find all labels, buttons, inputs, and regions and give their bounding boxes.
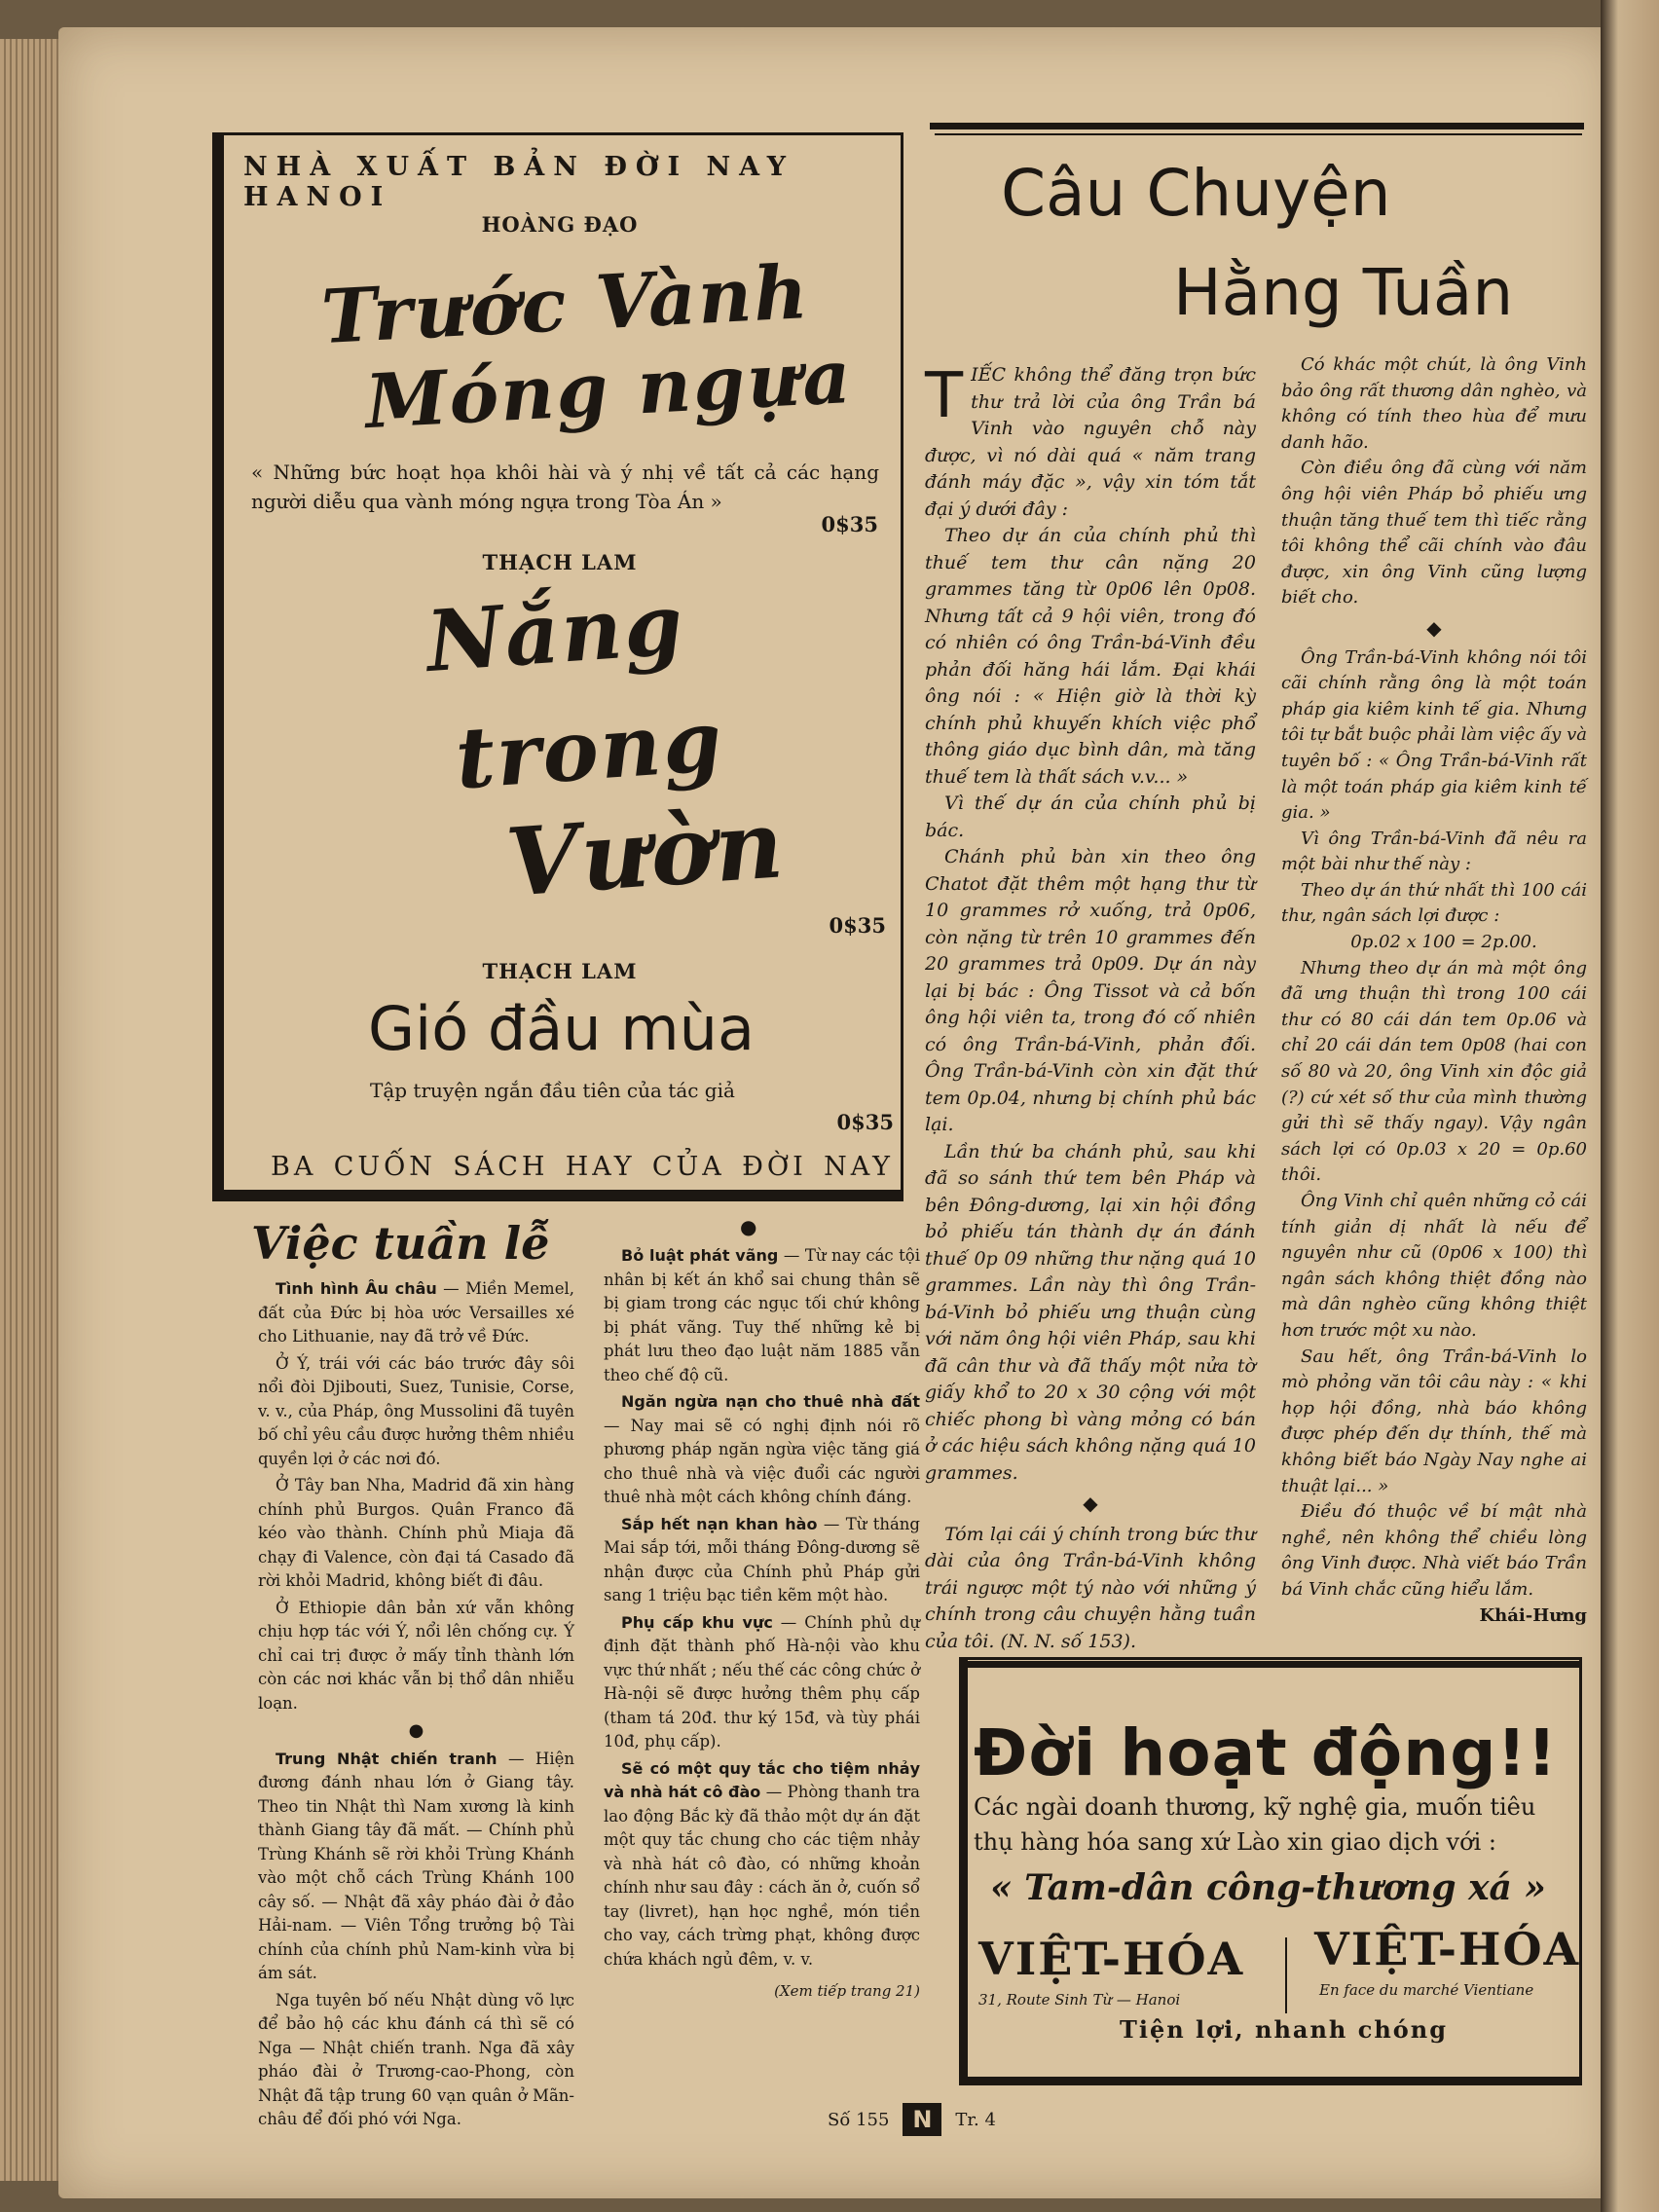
slogan-word: BA	[271, 1152, 317, 1182]
book3-author: THẠCH LAM	[482, 959, 638, 983]
ngay-nay-logo-icon: N	[903, 2103, 941, 2136]
book3-subtitle: Tập truyện ngắn đầu tiên của tác giả	[370, 1079, 735, 1102]
news-column-1	[258, 1277, 574, 2135]
shop1-address: 31, Route Sinh Từ — Hanoi	[978, 1991, 1181, 2009]
article-paragraph: IẾC không thể đăng trọn bức thư trả lời của ông Trần bá Vinh vào nguyên chỗ này được, vì nó dài quá « năm trang đánh máy đặc », vậy xin tóm tắt đại ý dưới đây :	[925, 364, 1256, 520]
article-paragraph: Điều đó thuộc về bí mật nhà nghề, nên không thể chiều lòng ông Vinh được. Nhà viết báo Trần bá Vinh chắc cũng hiểu lắm.	[1281, 1501, 1587, 1600]
article-paragraph: Sau hết, ông Trần-bá-Vinh lo mò phỏng văn tôi câu này : « khi họp hội đồng, nhà báo không được phép đến dự thính, thế mà không biết báo Ngày Nay nghe ai thuật lại... »	[1281, 1346, 1587, 1496]
article-paragraph: Chánh phủ bàn xin theo ông Chatot đặt thêm một hạng thư từ 10 grammes rở xuống, trả 0p06, còn nặng từ trên 10 grammes đến 20 grammes trả 0p09. Dự án này lại bị bác : Ông Tissot và cả bốn ông hội viên ta, trong đó cố nhiên có ông Trần-bá-Vinh, phản đối. Ông Trần-bá-Vinh còn xin đặt thứ tem 0p.04, nhưng bị chính phủ bác lại.	[925, 846, 1256, 1135]
news-item-title: Tình hình Âu châu	[276, 1279, 437, 1298]
book2-title-line1: Nắng	[423, 574, 688, 692]
book2-author: THẠCH LAM	[482, 550, 638, 574]
page-footer	[828, 2103, 996, 2136]
article-paragraph: Lần thứ ba chánh phủ, sau khi đã so sánh thứ tem bên Pháp và bên Đông-dương, lại xin hội đồng bỏ phiếu tán thành dự án đánh thuế 0p 09 những thư nặng quá 10 grammes. Lần này thì ông Trần-bá-Vinh bỏ phiếu ưng thuận cùng với năm ông hội viên Pháp, sau khi đã cân thư và đã thấy một nửa tờ giấy khổ to 20 x 30 cộng với một chiếc phong bì vàng mỏng có bán ở các hiệu sách không nặng quá 10 grammes.	[925, 1140, 1256, 1484]
diamond-separator: ◆	[1426, 615, 1442, 640]
article-paragraph: Còn điều ông đã cùng với năm ông hội viên Pháp bỏ phiếu ưng thuận tăng thuế tem thì tiếc rằng tôi không thể cãi chính vào đâu được, xin ông Vinh cũng lượng biết cho.	[1281, 458, 1587, 608]
news-heading: Việc tuần lễ	[251, 1217, 550, 1270]
news-item-text: — Từ nay các tội nhân bị kết án khổ sai chung thân sẽ bị giam trong các ngục tối chứ không bị phát vãng. Tuy thế những kẻ bị phát lưu theo đạo luật năm 1885 vẫn theo chế độ cũ.	[604, 1246, 920, 1384]
slogan-word: NAY	[824, 1152, 894, 1182]
article-title-line2: Hằng Tuần	[1173, 255, 1514, 330]
news-item-text: — Chính phủ dự định đặt thành phố Hà-nội vào khu vực thứ nhất ; nếu thế các công chức ở Hà-nội sẽ được hưởng thêm phụ cấp (tham tá 20đ. thư ký 15đ, và tùy phái 10đ, phụ cấp).	[604, 1612, 920, 1751]
diamond-separator: ◆	[1083, 1492, 1098, 1515]
article-paragraph: Có khác một chút, là ông Vinh bảo ông rất thương dân nghèo, và không có tính theo hùa để mưu danh hão.	[1281, 354, 1587, 453]
article-paragraph: Tóm lại cái ý chính trong bức thư dài của ông Trần-bá-Vinh không trái ngược một tý nào với những ý chính trong câu chuyện hằng tuần của tôi. (N. N. số 153).	[925, 1523, 1256, 1652]
book2-title-line3: Vườn	[502, 789, 789, 918]
shop1-name: VIỆT-HÓA	[978, 1933, 1245, 1985]
book1-title-line2: Móng ngựa	[363, 332, 855, 446]
news-item-title: Trung Nhật chiến tranh	[276, 1749, 498, 1768]
news-item-title: Sẽ có một quy tắc cho tiệm nhảy và nhà hát cô đào	[604, 1758, 920, 1801]
book3-title: Gió đầu mùa	[368, 993, 755, 1064]
news-item-title: Sắp hết nạn khan hào	[621, 1514, 818, 1533]
news-item-text: Ở Ý, trái với các báo trước đây sôi nổi đòi Djibouti, Suez, Tunisie, Corse, v. v., của Pháp, ông Mussolini đã tuyên bố chỉ yêu cầu được hưởng thêm nhiều quyền lợi ở các nơi đó.	[258, 1353, 574, 1468]
news-item-text: Ở Ethiopie dân bản xứ vẫn không chịu hợp tác với Ý, nổi lên chống cự. Ý chỉ cai trị được ở mấy tỉnh thành lớn còn các nơi khác vẫn bị thổ dân nhiễu loạn.	[258, 1598, 574, 1713]
article-equation: 0p.02 x 100 = 2p.00.	[1350, 932, 1537, 953]
news-item-text: — Nay mai sẽ có nghị định nói rõ phương pháp ngăn ngừa việc tăng giá cho thuê nhà và việc đuổi các người thuê nhà một cách không chính đáng.	[604, 1416, 920, 1506]
article-signature: Khái-Hưng	[1479, 1604, 1587, 1626]
book1-blurb: « Những bức hoạt họa khôi hài và ý nhị về tất cả các hạng người diễu qua vành móng ngựa trong Tòa Án »	[251, 461, 879, 513]
book-gutter	[1601, 0, 1659, 2212]
article-top-rule	[930, 123, 1584, 129]
shop2-name: VIỆT-HÓA	[1314, 1923, 1581, 1975]
article-paragraph: Ông Trần-bá-Vinh không nói tôi cãi chính rằng ông là một toán pháp gia kiêm kinh tế gia. Nhưng tôi tự bắt buộc phải làm việc ấy và tuyên bố : « Ông Trần-bá-Vinh rất là một toán pháp gia kiêm kinh tế gia. »	[1281, 646, 1587, 824]
article-paragraph: Vì thế dự án của chính phủ bị bác.	[925, 793, 1256, 841]
article-paragraph: Theo dự án của chính phủ thì thuế tem thư cân nặng 20 grammes tăng từ 0p06 lên 0p08. Nhưng tất cả 9 hội viên, trong đó có nhiên có ông Trần-bá-Vinh đều phản đối hăng hái lắm. Đại khái ông nói : « Hiện giờ là thời kỳ chính phủ khuyến khích việc phổ thông giáo dục bình dân, mà tăng thuế tem là thất sách v.v... »	[925, 525, 1256, 788]
news-item-title: Ngăn ngừa nạn cho thuê nhà đất	[621, 1392, 920, 1411]
book1-price: 0$35	[821, 512, 878, 536]
book1-title-line1: Trước Vành	[319, 247, 812, 361]
slogan-word: SÁCH	[453, 1152, 549, 1182]
publisher-name: NHÀ XUẤT BẢN ĐỜI NAY HANOI	[243, 152, 795, 212]
news-item-text: Ở Tây ban Nha, Madrid đã xin hàng chính phủ Burgos. Quân Franco đã kéo vào thành. Chính phủ Miaja đã chạy đi Valence, còn đại tá Casado đã rời khỏi Madrid, không biết đi đâu.	[258, 1476, 574, 1590]
book2-title-line2: trong	[452, 691, 727, 809]
news-item-text: — Hiện đương đánh nhau lớn ở Giang tây. Theo tin Nhật thì Nam xương là kinh thành Giang tây đã mất. — Chính phủ Trùng Khánh sẽ rời khỏi Trùng Khánh vào một chỗ cách Trùng Khánh 100 cây số. — Nhật đã xây pháo đài ở đảo Hải-nam. — Viên Tổng trưởng bộ Tài chính của chính phủ Nam-kinh vừa bị ám sát.	[258, 1749, 574, 1982]
news-item-title: Phụ cấp khu vực	[621, 1612, 773, 1632]
shop2-address: En face du marché Vientiane	[1319, 1981, 1534, 1999]
article-paragraph: Ông Vinh chỉ quên những cỏ cái tính giản dị nhất là nếu để nguyên như cũ (0p06 x 100) thì ngân sách không thiệt đồng nào mà dân nghèo cũng không thiệt hơn trước một xu nào.	[1281, 1191, 1587, 1341]
news-item-text: — Miền Memel, đất của Đức bị hòa ước Versailles xé cho Lithuanie, nay đã trở về Đức.	[258, 1279, 574, 1346]
slogan-word: CUỐN	[333, 1152, 436, 1182]
slogan-word: CỦA	[651, 1152, 725, 1182]
article-paragraph: Theo dự án thứ nhất thì 100 cái thư, ngân sách lợi được :	[1281, 879, 1587, 927]
continued-note: (Xem tiếp trang 21)	[774, 1982, 920, 2000]
bullet-dot: ●	[740, 1215, 757, 1238]
article-paragraph: Nhưng theo dự án mà một ông đã ưng thuận thì trong 100 cái thư có 80 cái dán tem 0p.06 và chỉ 20 cái dán tem 0p08 (hai con số 80 và 20, ông Vinh xin độc giả (?) cứ xét số thư của mình thường gửi thì sẽ thấy ngay). Vậy ngân sách lợi có 0p.03 x 20 = 0p.60 thôi.	[1281, 957, 1587, 1186]
news-item-text: Nga tuyên bố nếu Nhật dùng võ lực để bảo hộ các khu đánh cá thì sẽ có Nga — Nhật chiến tranh. Nga đã xây pháo đài ở Trương-cao-Phong, còn Nhật đã tập trung 60 vạn quân ở Mãn-châu để đối phó với Nga.	[258, 1990, 574, 2128]
news-item-text: — Phòng thanh tra lao động Bắc kỳ đã thảo một dự án đặt một quy tắc chung cho các tiệm nhảy và nhà hát cô đào, có những khoản chính như sau đây : cách ăn ở, cuốn sổ tay (livret), hạn học nghề, món tiền cho vay, cách trừng phạt, không được chứa khách ngủ đêm, v. v.	[604, 1783, 920, 1969]
article-column-1	[925, 362, 1256, 1655]
article-title-line1: Câu Chuyện	[1001, 156, 1391, 231]
book3-price: 0$35	[836, 1110, 894, 1134]
business-ad-tagline: Tiện lợi, nhanh chóng	[1120, 2015, 1449, 2044]
article-column-2	[1281, 352, 1587, 1629]
shop-divider	[1285, 1937, 1287, 2013]
bullet-dot: ●	[408, 1720, 424, 1741]
business-ad-slogan: « Tam-dân công-thương xá »	[990, 1867, 1546, 1908]
book2-price: 0$35	[829, 913, 886, 938]
business-ad-headline: Đời hoạt động!!	[974, 1715, 1558, 1790]
article-paragraph: Vì ông Trần-bá-Vinh đã nêu ra một bài như thế này :	[1281, 828, 1587, 875]
business-ad-top-bar	[964, 1661, 1579, 1668]
news-column-2	[604, 1244, 920, 2004]
book1-author: HOÀNG ĐẠO	[481, 212, 639, 237]
slogan-word: HAY	[565, 1152, 636, 1182]
ad-bottom-slogan	[271, 1152, 894, 1182]
news-item-title: Bỏ luật phát vãng	[621, 1246, 779, 1265]
book-page-edges	[0, 39, 60, 2181]
slogan-word: ĐỜI	[742, 1152, 807, 1182]
news-item-text: — Từ tháng Mai sắp tới, mỗi tháng Đông-dương sẽ nhận được của Chính phủ Pháp gửi sang 1 triệu bạc tiền kẽm một hào.	[604, 1514, 920, 1604]
issue-number: Số 155	[828, 2109, 890, 2130]
page-number: Tr. 4	[955, 2109, 996, 2130]
article-dropcap: T	[925, 360, 964, 432]
business-ad-text: Các ngài doanh thương, kỹ nghệ gia, muốn tiêu thụ hàng hóa sang xứ Lào xin giao dịch với :	[974, 1793, 1536, 1856]
article-top-rule-thin	[935, 133, 1582, 135]
